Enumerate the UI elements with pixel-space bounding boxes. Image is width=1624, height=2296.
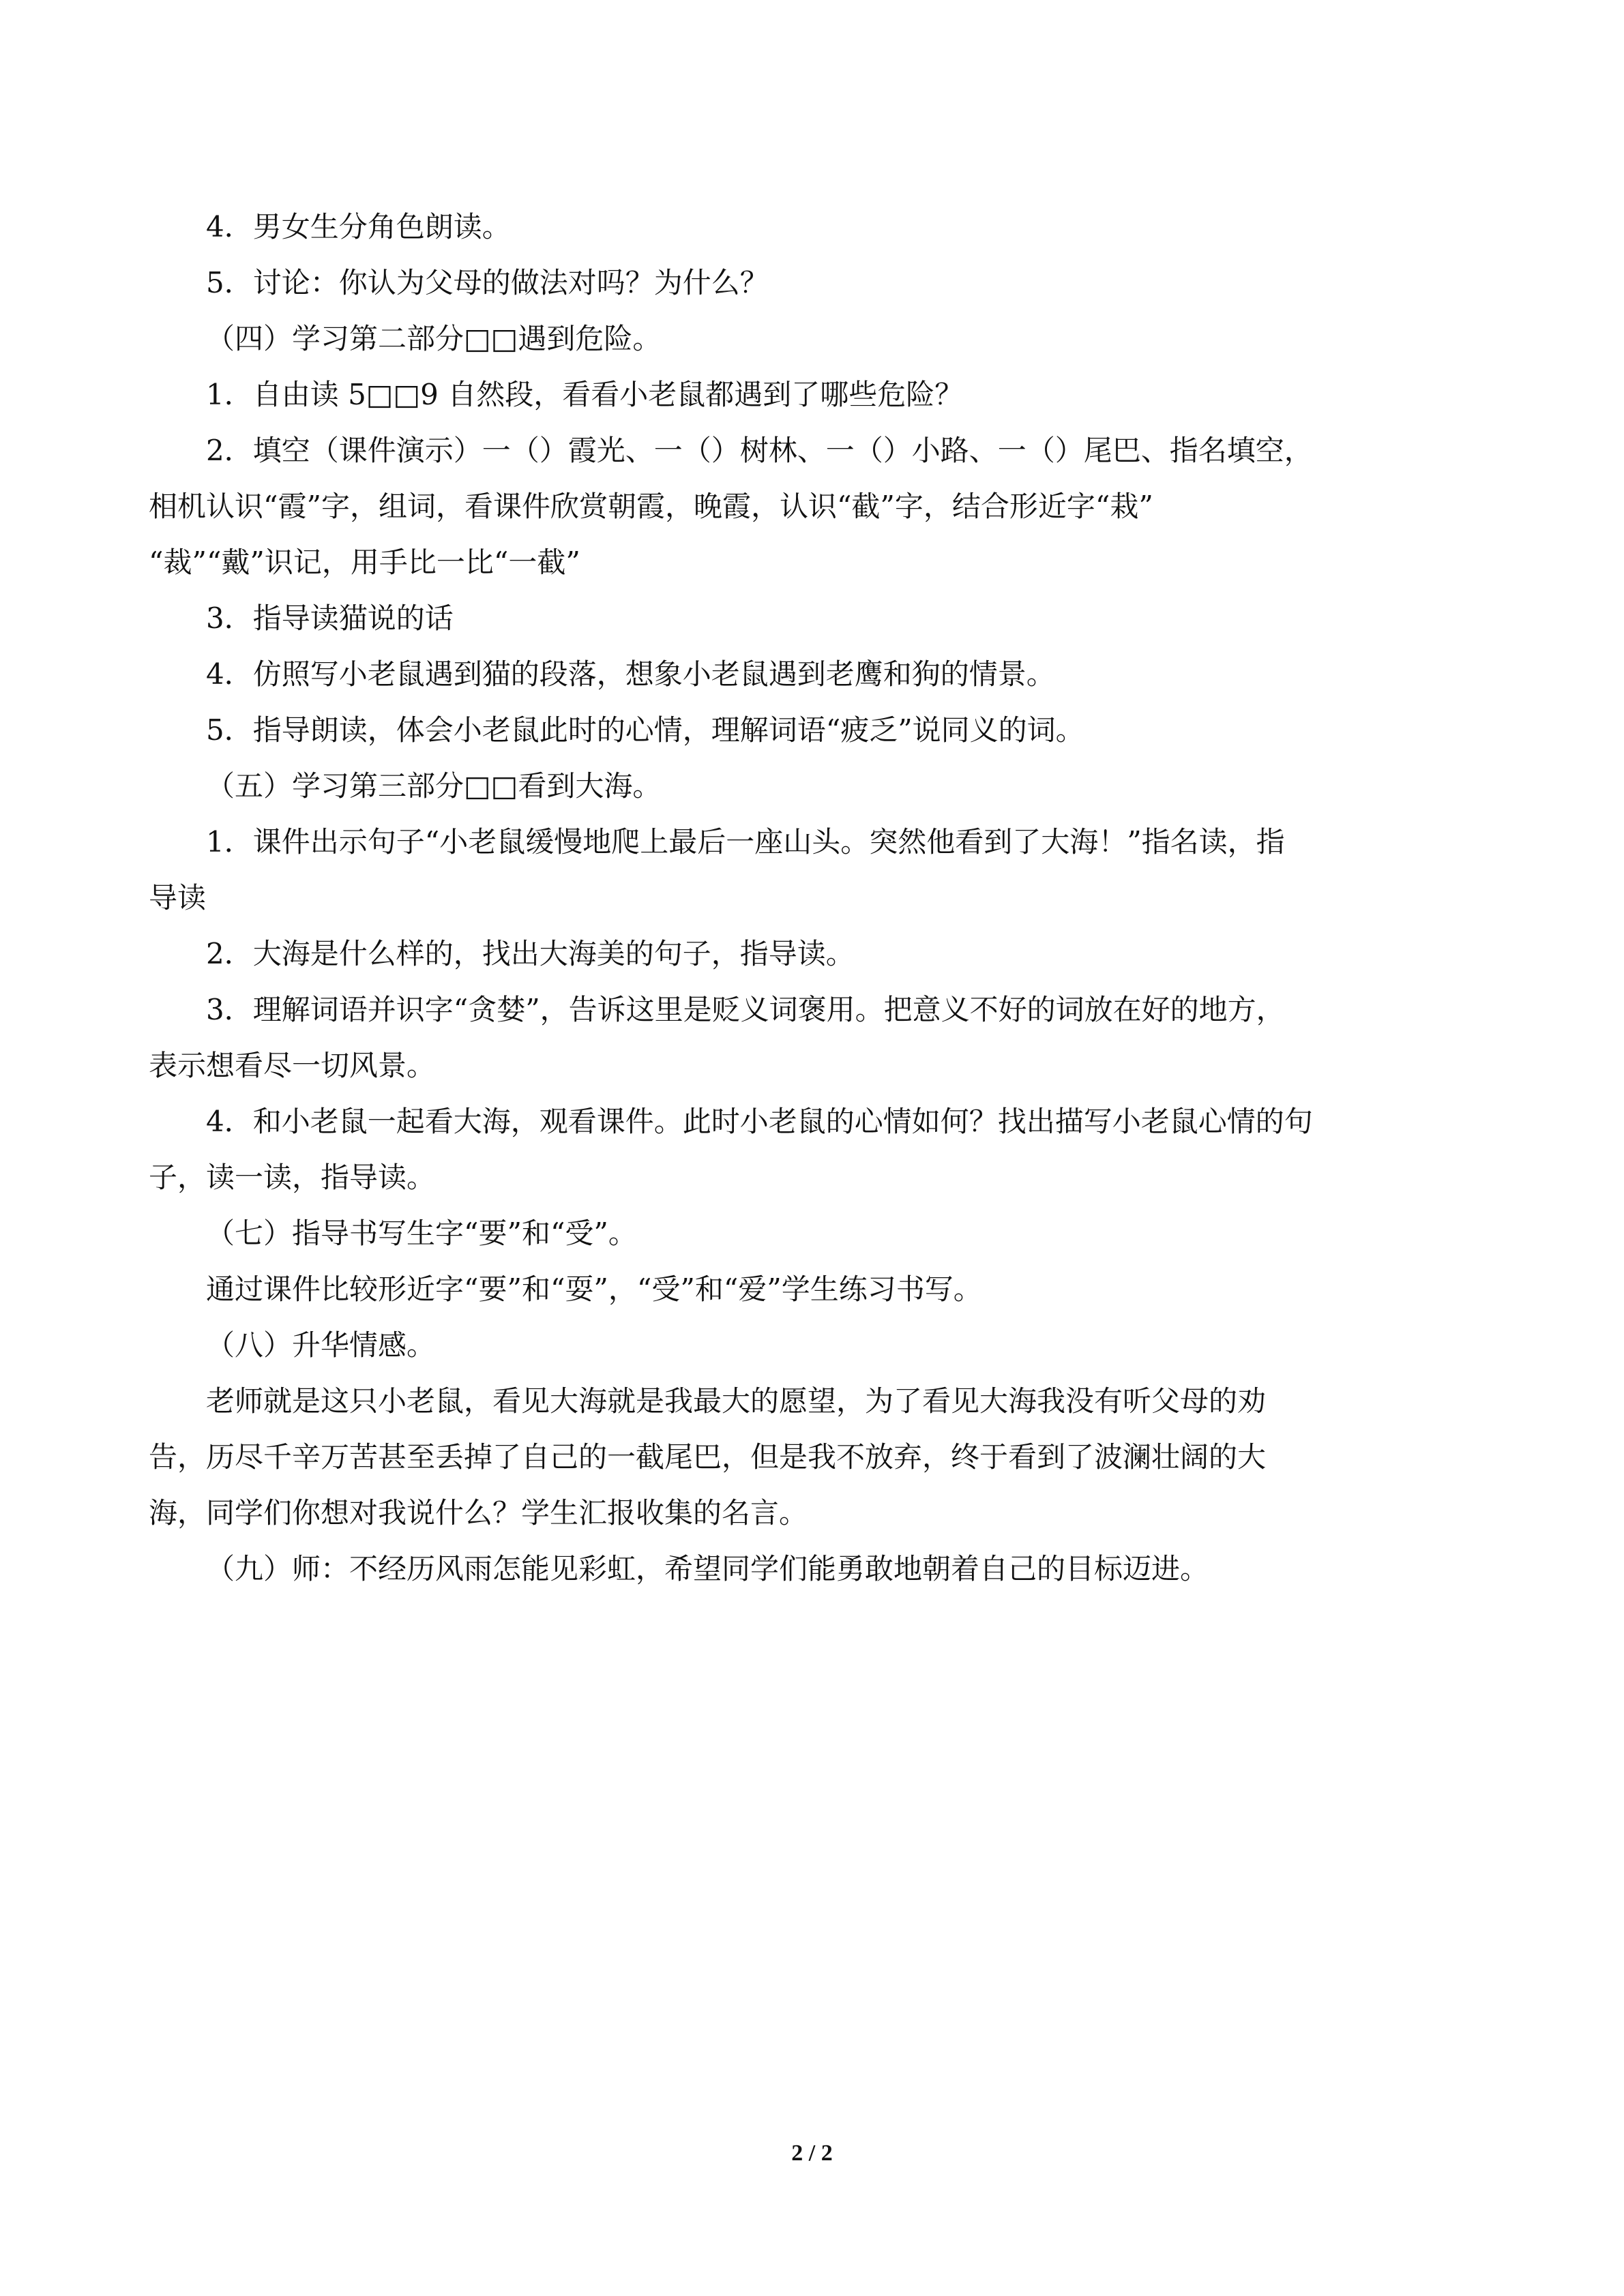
text-line: 1．课件出示句子“小老鼠缓慢地爬上最后一座山头。突然他看到了大海！”指名读，指 <box>206 825 1285 859</box>
text-line: （四）学习第二部分□□遇到危险。 <box>206 322 662 355</box>
document-body <box>149 199 1479 1597</box>
text-line: 海，同学们你想对我说什么？学生汇报收集的名言。 <box>149 1496 808 1530</box>
text-line: 4．和小老鼠一起看大海，观看课件。此时小老鼠的心情如何？找出描写小老鼠心情的句 <box>206 1105 1313 1138</box>
text-line: （五）学习第三部分□□看到大海。 <box>206 769 662 803</box>
text-line: 子，读一读，指导读。 <box>149 1161 436 1194</box>
text-line: 通过课件比较形近字“要”和“耍”，“受”和“爱”学生练习书写。 <box>206 1272 982 1306</box>
text-line: 表示想看尽一切风景。 <box>149 1049 436 1082</box>
paragraph <box>149 1541 1479 1597</box>
paragraph <box>149 758 1479 814</box>
paragraph <box>149 1262 1479 1317</box>
page-number: 2 / 2 <box>791 2141 833 2166</box>
paragraph <box>149 1206 1479 1262</box>
paragraph <box>149 423 1479 591</box>
paragraph <box>149 199 1479 255</box>
text-line: 相机认识“霞”字，组词，看课件欣赏朝霞，晚霞，认识“截”字，结合形近字“栽” <box>149 490 1153 523</box>
text-line: （九）师：不经历风雨怎能见彩虹，希望同学们能勇敢地朝着自己的目标迈进。 <box>206 1552 1209 1585</box>
paragraph <box>149 255 1479 311</box>
paragraph <box>149 1094 1479 1206</box>
text-line: 4．仿照写小老鼠遇到猫的段落，想象小老鼠遇到老鹰和狗的情景。 <box>206 657 1055 691</box>
text-line: 5．指导朗读，体会小老鼠此时的心情，理解词语“疲乏”说同义的词。 <box>206 713 1084 747</box>
text-line: 1．自由读 5□□9 自然段，看看小老鼠都遇到了哪些危险？ <box>206 378 964 411</box>
text-line: 4．男女生分角色朗读。 <box>206 210 511 243</box>
text-line: 5．讨论：你认为父母的做法对吗？为什么？ <box>206 266 769 299</box>
text-line: 导读 <box>149 881 207 914</box>
text-line: （八）升华情感。 <box>206 1328 436 1362</box>
paragraph <box>149 814 1479 926</box>
paragraph <box>149 1317 1479 1373</box>
text-line: 2．填空（课件演示）一（）霞光、一（）树林、一（）小路、一（）尾巴、指名填空， <box>206 434 1313 467</box>
text-line: 2．大海是什么样的，找出大海美的句子，指导读。 <box>206 937 855 970</box>
paragraph <box>149 1373 1479 1541</box>
paragraph <box>149 591 1479 646</box>
paragraph <box>149 367 1479 423</box>
text-line: 3．指导读猫说的话 <box>206 601 454 635</box>
paragraph <box>149 926 1479 982</box>
paragraph <box>149 311 1479 367</box>
text-line: 老师就是这只小老鼠，看见大海就是我最大的愿望，为了看见大海我没有听父母的劝 <box>206 1384 1267 1418</box>
text-line: “裁”“戴”识记，用手比一比“一截” <box>149 546 580 579</box>
paragraph <box>149 982 1479 1094</box>
text-line: （七）指导书写生字“要”和“受”。 <box>206 1217 637 1250</box>
text-line: 告，历尽千辛万苦甚至丢掉了自己的一截尾巴，但是我不放弃，终于看到了波澜壮阔的大 <box>149 1440 1267 1474</box>
paragraph <box>149 646 1479 702</box>
text-line: 3．理解词语并识字“贪婪”，告诉这里是贬义词褒用。把意义不好的词放在好的地方， <box>206 993 1285 1026</box>
paragraph <box>149 702 1479 758</box>
